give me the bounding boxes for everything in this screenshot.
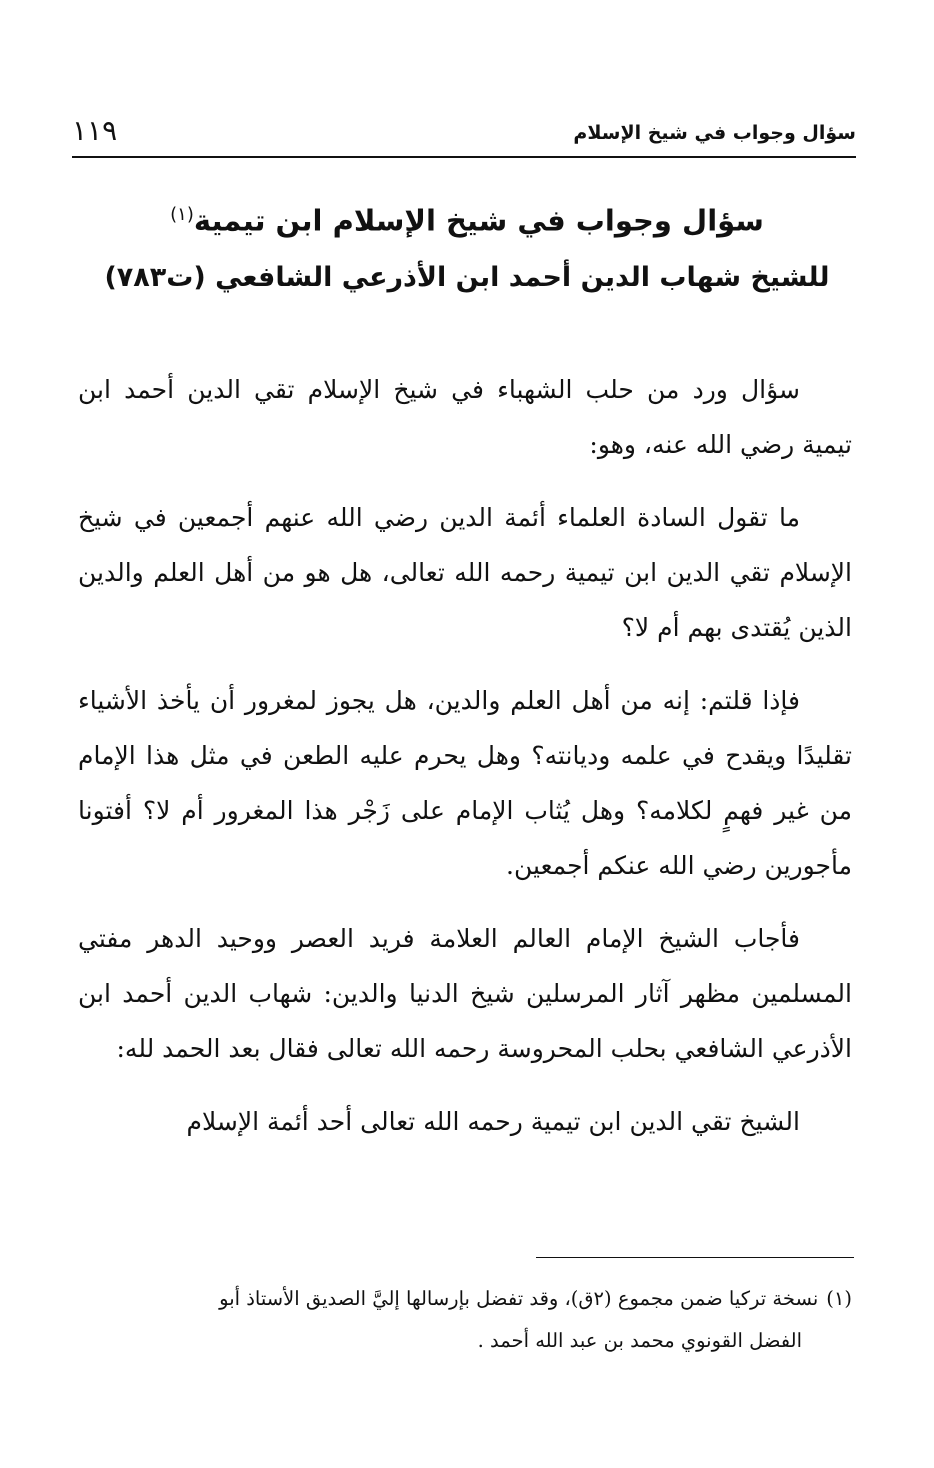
title-footnote-ref: (١) bbox=[170, 204, 194, 225]
title-block bbox=[80, 186, 854, 306]
subtitle: للشيخ شهاب الدين أحمد ابن الأذرعي الشافعي (ت٧٨٣) bbox=[104, 261, 830, 293]
main-title bbox=[80, 186, 854, 250]
footnote-line-1: نسخة تركيا ضمن مجموع (٢ق)، وقد تفضل بإرسالها إليَّ الصديق الأستاذ أبو bbox=[219, 1287, 819, 1310]
paragraph-question-intro: سؤال ورد من حلب الشهباء في شيخ الإسلام تقي الدين أحمد ابن تيمية رضي الله عنه، وهو: bbox=[78, 375, 852, 459]
footnote bbox=[78, 1278, 852, 1362]
footnote-divider bbox=[536, 1257, 854, 1258]
footnote-line-2: الفضل القونوي محمد بن عبد الله أحمد . bbox=[477, 1329, 802, 1352]
paragraph-question-followup: فإذا قلتم: إنه من أهل العلم والدين، هل يجوز لمغرور أن يأخذ الأشياء تقليدًا ويقدح في علمه وديانته؟ وهل يحرم عليه الطعن في مثل هذا الإمام من غير فهمٍ لكلامه؟ وهل يُثاب الإمام على زَجْر هذا المغرور أم لا؟ أفتونا مأجورين رضي الله عنكم أجمعين. bbox=[78, 686, 852, 880]
footnote-marker: (١) bbox=[826, 1287, 852, 1310]
page-number: ١١٩ bbox=[72, 114, 118, 147]
main-title-text: سؤال وجواب في شيخ الإسلام ابن تيمية bbox=[193, 203, 764, 238]
running-title: سؤال وجواب في شيخ الإسلام bbox=[573, 122, 856, 144]
running-header bbox=[72, 112, 856, 158]
body-text bbox=[78, 362, 852, 1167]
paragraph-question: ما تقول السادة العلماء أئمة الدين رضي الله عنهم أجمعين في شيخ الإسلام تقي الدين ابن تيمية رحمه الله تعالى، هل هو من أهل العلم والدين الذين يُقتدى بهم أم لا؟ bbox=[78, 503, 852, 642]
header-divider bbox=[72, 156, 856, 158]
paragraph-answer-intro: فأجاب الشيخ الإمام العالم العلامة فريد العصر ووحيد الدهر مفتي المسلمين مظهر آثار المرسلين شيخ الدنيا والدين: شهاب الدين أحمد ابن الأذرعي الشافعي بحلب المحروسة رحمه الله تعالى فقال بعد الحمد لله: bbox=[78, 924, 852, 1063]
paragraph-answer-start: الشيخ تقي الدين ابن تيمية رحمه الله تعالى أحد أئمة الإسلام bbox=[186, 1107, 800, 1136]
